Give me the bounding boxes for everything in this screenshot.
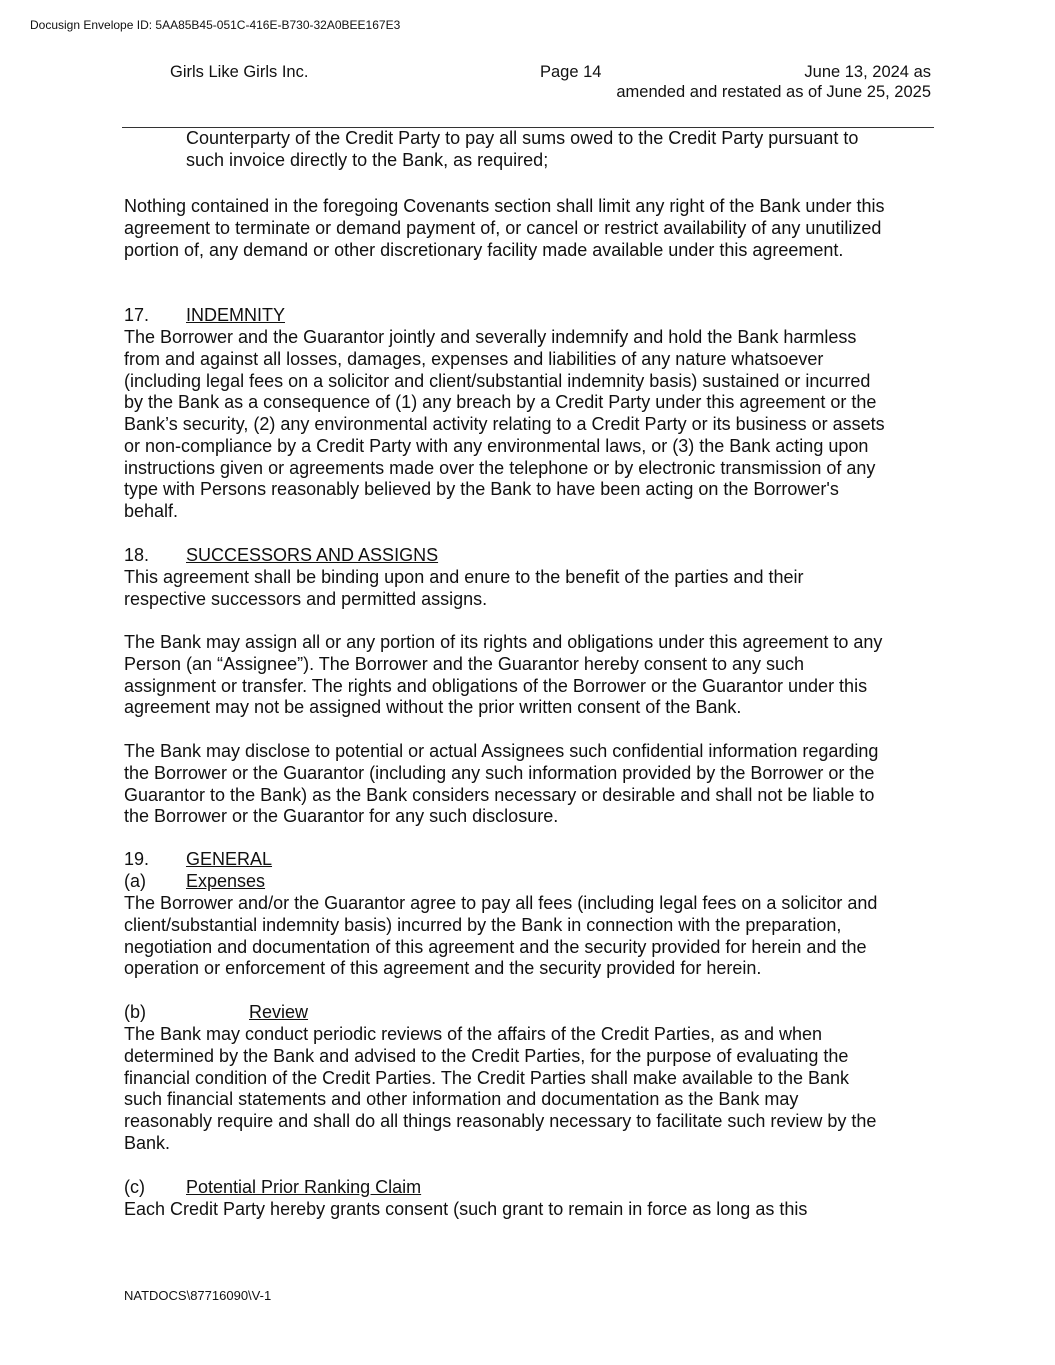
section-heading: Potential Prior Ranking Claim — [186, 1177, 422, 1197]
section-number: (a) — [124, 871, 146, 891]
document-footer-id: NATDOCS\87716090\V-1 — [124, 1288, 272, 1303]
paragraph-line: the Borrower or the Guarantor (including any such information provided by the Borrower or the — [124, 762, 875, 783]
paragraph-line: Bank. — [124, 1132, 171, 1153]
paragraph-line: operation or enforcement of this agreement and the security provided for herein. — [124, 958, 762, 979]
section-number: (c) — [124, 1177, 145, 1197]
paragraph-line: Guarantor to the Bank) as the Bank considers necessary or desirable and shall not be liable to — [124, 784, 875, 805]
section-heading: SUCCESSORS AND ASSIGNS — [186, 545, 439, 565]
paragraph-line: agreement may not be assigned without the prior written consent of the Bank. — [124, 697, 742, 718]
paragraph-line: The Bank may conduct periodic reviews of the affairs of the Credit Parties, as and when — [124, 1024, 823, 1044]
paragraph-line: Bank’s security, (2) any environmental activity relating to a Credit Party or its business or assets — [124, 414, 885, 434]
docusign-envelope-id: Docusign Envelope ID: 5AA85B45-051C-416E-B730-32A0BEE167E3 — [30, 18, 401, 32]
paragraph-line: Each Credit Party hereby grants consent (such grant to remain in force as long as this — [124, 1199, 808, 1219]
paragraph-line: by the Bank as a consequence of (1) any breach by a Credit Party under this agreement or the — [124, 392, 877, 413]
section-number: (b) — [124, 1002, 146, 1022]
section-number: 17. — [124, 305, 150, 325]
paragraph-line: the Borrower or the Guarantor for any such disclosure. — [124, 806, 559, 827]
section-heading: GENERAL — [186, 849, 273, 869]
paragraph-line: (including legal fees on a solicitor and client/substantial indemnity basis) sustained or incurred — [124, 370, 871, 391]
paragraph-line: instructions given or agreements made over the telephone or by electronic transmission of any — [124, 457, 876, 478]
paragraph-line: The Borrower and/or the Guarantor agree to pay all fees (including legal fees on a solicitor and — [124, 893, 878, 913]
paragraph-line: The Bank may disclose to potential or actual Assignees such confidential information regarding — [124, 741, 879, 761]
header-company: Girls Like Girls Inc. — [170, 63, 309, 81]
paragraph-line: portion of, any demand or other discretionary facility made available under this agreement. — [124, 239, 844, 260]
paragraph-line: determined by the Bank and advised to the Credit Parties, for the purpose of evaluating the — [124, 1045, 849, 1066]
section-heading: Review — [249, 1002, 309, 1022]
paragraph-line: agreement to terminate or demand payment of, or cancel or restrict availability of any unutilized — [124, 217, 882, 238]
header-date-line2: amended and restated as of June 25, 2025 — [616, 83, 931, 101]
paragraph-line: assignment or transfer. The rights and obligations of the Borrower or the Guarantor under this — [124, 675, 868, 696]
header-date-line1: June 13, 2024 as — [804, 63, 931, 81]
paragraph-line: negotiation and documentation of this agreement and the security provided for herein and the — [124, 936, 867, 957]
paragraph-line: type with Persons reasonably believed by the Bank to have been acting on the Borrower's — [124, 479, 839, 500]
paragraph-line: client/substantial indemnity basis) incurred by the Bank in connection with the preparation, — [124, 914, 842, 935]
paragraph-line: reasonably require and shall do all things reasonably necessary to facilitate such review by the — [124, 1111, 877, 1131]
paragraph-line: The Bank may assign all or any portion of its rights and obligations under this agreement to any — [124, 632, 883, 652]
section-heading: Expenses — [186, 871, 266, 891]
paragraph-line: behalf. — [124, 501, 179, 521]
section-number: 19. — [124, 849, 150, 869]
paragraph-line: financial condition of the Credit Parties. The Credit Parties shall make available to the Bank — [124, 1067, 850, 1088]
paragraph-line: respective successors and permitted assigns. — [124, 588, 488, 609]
paragraph-line: such invoice directly to the Bank, as required; — [186, 149, 549, 170]
section-number: 18. — [124, 545, 150, 565]
paragraph-line: from and against all losses, damages, expenses and liabilities of any nature whatsoever — [124, 348, 824, 369]
paragraph-line: Person (an “Assignee”). The Borrower and the Guarantor hereby consent to any such — [124, 653, 805, 674]
paragraph-line: or non-compliance by a Credit Party with any environmental laws, or (3) the Bank acting upon — [124, 435, 869, 456]
header-page-number: Page 14 — [540, 63, 602, 81]
paragraph-line: The Borrower and the Guarantor jointly and severally indemnify and hold the Bank harmless — [124, 327, 857, 347]
section-heading: INDEMNITY — [186, 305, 285, 325]
paragraph-line: Nothing contained in the foregoing Covenants section shall limit any right of the Bank under this — [124, 196, 885, 216]
paragraph-line: This agreement shall be binding upon and enure to the benefit of the parties and their — [124, 567, 804, 587]
paragraph-line: Counterparty of the Credit Party to pay all sums owed to the Credit Party pursuant to — [186, 128, 859, 148]
paragraph-line: such financial statements and other information and documentation as the Bank may — [124, 1089, 799, 1110]
